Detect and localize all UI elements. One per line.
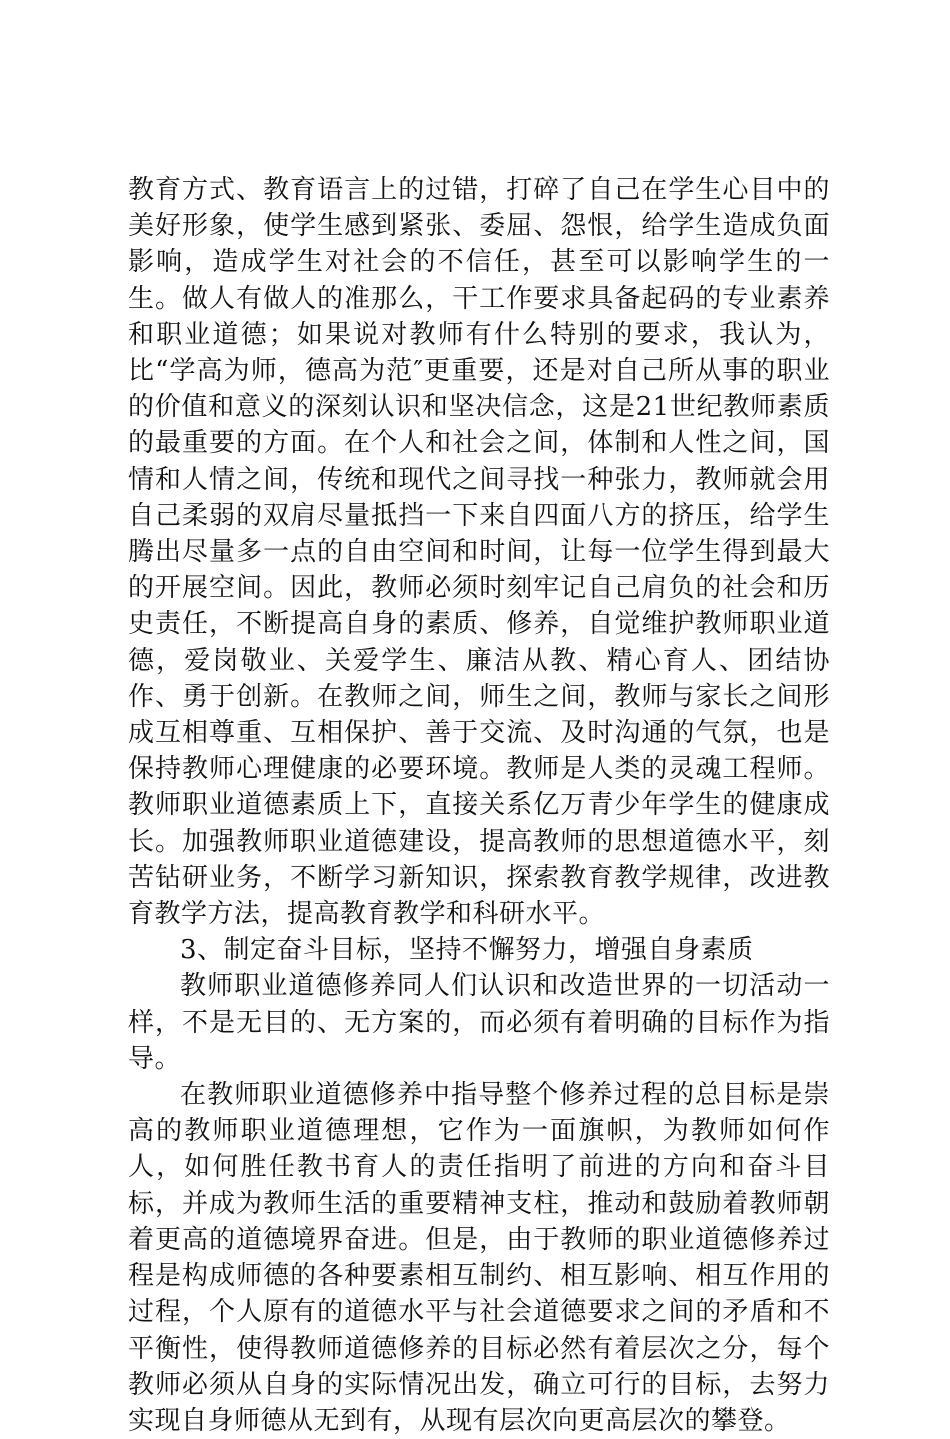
paragraph: 在教师职业道德修养中指导整个修养过程的总目标是崇高的教师职业道德理想，它作为一面旗帜，为教师如何作人，如何胜任教书育人的责任指明了前进的方向和奋斗目标，并成为教师生活的重要精神支柱，推动和鼓励着教师朝着更高的道德境界奋进。但是，由于教师的职业道德修养过程是构成师德的各种要素相互制约、相互影响、相互作用的过程，个人原有的道德水平与社会道德要求之间的矛盾和不平衡性，使得教师道德修养的目标必然有着层次之分，每个教师必须从自身的实际情况出发，确立可行的目标，去努力实现自身师德从无到有，从现有层次向更高层次的攀登。 [128,1080,830,1436]
paragraph: 教师职业道德修养同人们认识和改造世界的一切活动一样，不是无目的、无方案的，而必须有着明确的目标作为指导。 [128,971,830,1074]
document-body [128,172,830,1439]
section-heading-3: 3、制定奋斗目标，坚持不懈努力，增强自身素质 [180,935,754,966]
paragraph-continued: 教育方式、教育语言上的过错，打碎了自己在学生心目中的美好形象，使学生感到紧张、委屈、怨恨，给学生造成负面影响，造成学生对社会的不信任，甚至可以影响学生的一生。做人有做人的准那么，干工作要求具备起码的专业素养和职业道德；如果说对教师有什么特别的要求，我认为，比“学高为师，德高为范″更重要，还是对自己所从事的职业的价值和意义的深刻认识和坚决信念，这是21世纪教师素质的最重要的方面。在个人和社会之间，体制和人性之间，国情和人情之间，传统和现代之间寻找一种张力，教师就会用自己柔弱的双肩尽量抵挡一下来自四面八方的挤压，给学生腾出尽量多一点的自由空间和时间，让每一位学生得到最大的开展空间。因此，教师必须时刻牢记自己肩负的社会和历史责任，不断提高自身的素质、修养，自觉维护教师职业道德，爱岗敬业、关爱学生、廉洁从教、精心育人、团结协作、勇于创新。在教师之间，师生之间，教师与家长之间形成互相尊重、互相保护、善于交流、及时沟通的气氛，也是保持教师心理健康的必要环境。教师是人类的灵魂工程师。教师职业道德素质上下，直接关系亿万青少年学生的健康成长。加强教师职业道德建设，提高教师的思想道德水平，刻苦钻研业务，不断学习新知识，探索教育教学规律，改进教育教学方法，提高教育教学和科研水平。 [128,175,830,930]
